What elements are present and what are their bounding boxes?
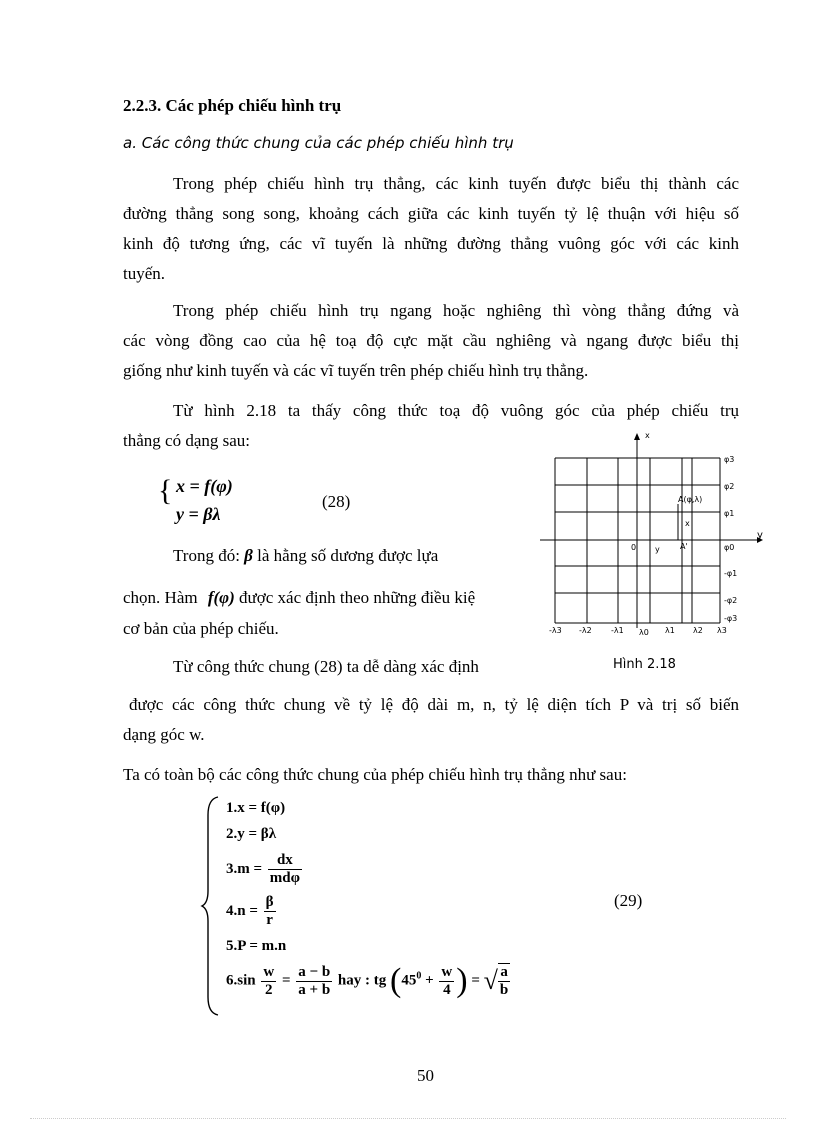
equals-sign-2: = xyxy=(471,972,480,989)
eq29-number: (29) xyxy=(614,891,643,910)
fraction xyxy=(439,964,454,999)
lat-label: -φ3 xyxy=(724,614,738,623)
eq29-line2: 2.y = βλ xyxy=(226,826,277,842)
eq29-line6 xyxy=(226,962,512,1000)
eq29-l3-prefix: 3.m = xyxy=(226,860,263,877)
beta-symbol: β xyxy=(244,546,253,565)
lon-label: λ0 xyxy=(639,628,649,637)
trong-do-line xyxy=(173,541,438,571)
numerator: dx xyxy=(268,852,302,870)
segment-x-label: x xyxy=(685,519,690,528)
numerator: a xyxy=(498,964,510,982)
chon-ham-rest: được xác định theo những điều kiệ xyxy=(239,588,476,607)
fraction xyxy=(261,964,276,999)
para2-line: Trong phép chiếu hình trụ ngang hoặc nghiêng thì vòng thẳng đứng và xyxy=(173,301,739,320)
plus-sign: + xyxy=(425,972,434,989)
subheading: a. Các công thức chung của các phép chiếu hình trụ xyxy=(123,134,514,152)
para1-line: tuyến. xyxy=(123,264,166,283)
co-ban-line: cơ bản của phép chiếu. xyxy=(123,619,279,638)
lat-label: -φ1 xyxy=(724,569,738,578)
numerator: a − b xyxy=(298,963,331,980)
denominator: r xyxy=(266,912,273,928)
eq28-line1: x = f(φ) xyxy=(176,476,233,496)
para4-line: được các công thức chung về tỷ lệ độ dài m, n, tỷ lệ diện tích P và trị số biến xyxy=(129,695,739,714)
figure-caption: Hình 2.18 xyxy=(613,657,676,672)
paragraph-1 xyxy=(123,169,739,289)
lon-label: λ1 xyxy=(665,626,675,635)
point-a-label: A(φ,λ) xyxy=(678,495,703,504)
eq29-line1: 1.x = f(φ) xyxy=(226,800,286,816)
fraction xyxy=(264,894,276,929)
denominator: b xyxy=(499,982,509,998)
numerator: w xyxy=(263,963,275,980)
chon-ham-line xyxy=(123,583,475,613)
fraction xyxy=(296,964,332,999)
para3-line: Từ hình 2.18 ta thấy công thức toạ độ vuông góc của phép chiếu trụ xyxy=(173,401,739,420)
eq28-number: (28) xyxy=(322,492,351,511)
axis-y-label: y xyxy=(757,530,763,541)
lon-label: -λ3 xyxy=(549,626,562,635)
trong-do-prefix: Trong đó: xyxy=(173,546,240,565)
footer-divider xyxy=(30,1118,786,1119)
para1-line: Trong phép chiếu hình trụ thẳng, các kinh tuyến được biểu thị thành các xyxy=(173,174,739,193)
axis-x-label: x xyxy=(645,431,650,440)
origin-label: 0 xyxy=(631,543,637,552)
x-axis-arrow xyxy=(634,433,640,440)
fraction xyxy=(268,852,302,887)
deg-value: 45 xyxy=(401,972,417,989)
eq29-l4-prefix: 4.n = xyxy=(226,902,258,919)
para1-line: kinh độ tương ứng, các vĩ tuyến là những đường thẳng vuông góc với các kinh xyxy=(123,234,739,253)
para3-line: thẳng có dạng sau: xyxy=(123,431,250,450)
eq29-line5: 5.P = m.n xyxy=(226,938,287,954)
para4-line: dạng góc w. xyxy=(123,725,205,744)
lat-label: -φ2 xyxy=(724,596,738,605)
para2-line: các vòng đồng cao của hệ toạ độ cực mặt cầu nghiêng và ngang được biểu thị xyxy=(123,331,739,350)
para2-line: giống như kinh tuyến và các vĩ tuyến trên phép chiếu hình trụ thẳng. xyxy=(123,361,589,380)
equals-sign: = xyxy=(281,972,291,989)
page-number: 50 xyxy=(417,1066,434,1085)
denominator: mdφ xyxy=(269,870,300,886)
numerator: w xyxy=(441,963,453,980)
paragraph-5: Ta có toàn bộ các công thức chung của phép chiếu hình trụ thẳng như sau: xyxy=(123,765,627,784)
denominator: 2 xyxy=(265,981,273,998)
paragraph-4 xyxy=(123,690,739,750)
lat-label: φ3 xyxy=(724,455,735,464)
denominator: a + b xyxy=(298,981,331,998)
brace-29 xyxy=(200,795,222,1017)
foot-a-label: A' xyxy=(680,542,688,551)
sqrt-sign: √ xyxy=(483,966,498,995)
trong-do-rest: là hằng số dương được lựa xyxy=(257,546,439,565)
numerator: β xyxy=(265,894,274,910)
eq28-line2: y = βλ xyxy=(176,504,221,524)
para1-line: đường thẳng song song, khoảng cách giữa các kinh tuyến tỷ lệ thuận với hiệu số xyxy=(123,204,739,223)
segment-y-label: y xyxy=(655,545,660,554)
lat-label: φ1 xyxy=(724,509,735,518)
tu-cong-thuc-line: Từ công thức chung (28) ta dễ dàng xác định xyxy=(173,657,479,676)
paragraph-2 xyxy=(123,296,739,386)
lat-label: φ2 xyxy=(724,482,735,491)
section-heading: 2.2.3. Các phép chiếu hình trụ xyxy=(123,96,342,115)
lon-label: λ3 xyxy=(717,626,727,635)
figure-2-18 xyxy=(535,428,775,644)
eq29-line4 xyxy=(226,894,278,929)
lon-label: -λ1 xyxy=(611,626,624,635)
hay-tg: hay : tg xyxy=(337,972,387,989)
eq29-line3 xyxy=(226,852,304,887)
chon-ham-prefix: chọn. Hàm xyxy=(123,588,198,607)
paren-close: ) xyxy=(456,962,468,999)
function-f: f(φ) xyxy=(207,588,235,607)
brace-28: { xyxy=(158,474,173,507)
denominator: 4 xyxy=(443,981,451,998)
lon-label: λ2 xyxy=(693,626,703,635)
lon-label: -λ2 xyxy=(579,626,592,635)
eq29-l6-prefix: 6.sin xyxy=(226,972,256,989)
paren-open: ( xyxy=(390,962,402,999)
fraction xyxy=(498,963,510,999)
lat-label: φ0 xyxy=(724,543,735,552)
deg-sup: 0 xyxy=(416,970,422,982)
